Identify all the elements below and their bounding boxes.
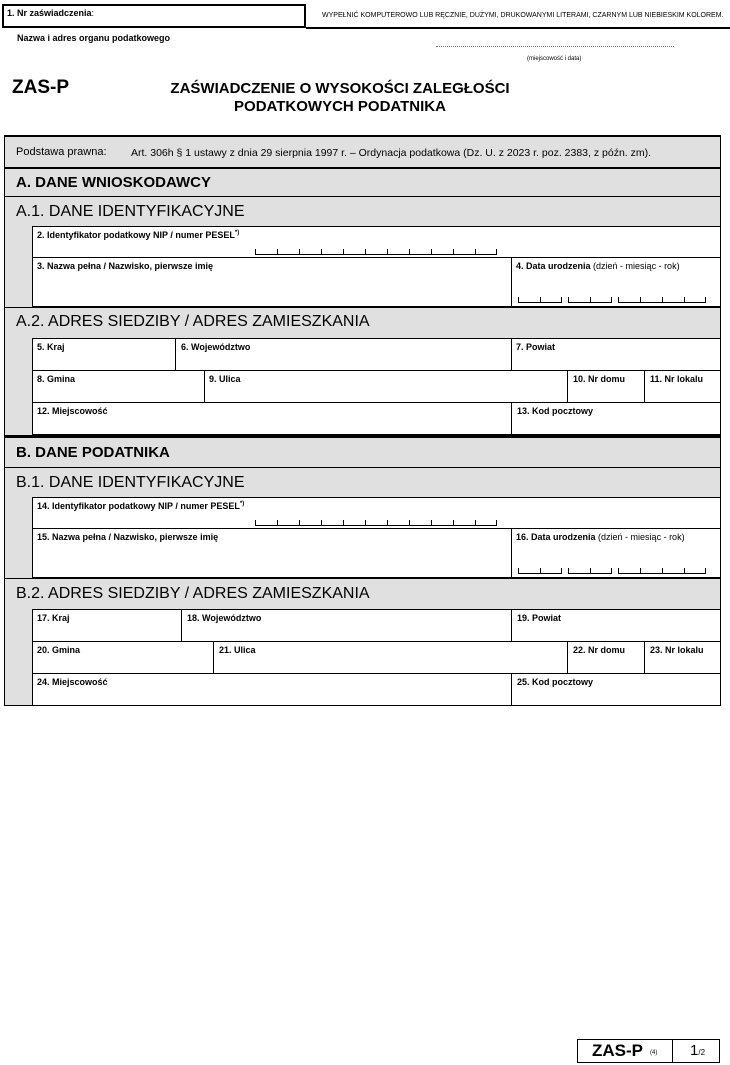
field-24-label: 24. Miejscowość	[37, 677, 108, 687]
field-3-full-name[interactable]	[32, 257, 512, 307]
field-2-label: 2. Identyfikator podatkowy NIP / numer PESEL*)	[37, 230, 240, 240]
birth-year-comb	[618, 568, 706, 574]
field-6-label: 6. Województwo	[181, 342, 251, 352]
section-b-divider	[4, 435, 721, 438]
field-23-apartment-number[interactable]	[644, 641, 721, 674]
header-rule	[306, 27, 730, 29]
field-21-street[interactable]	[213, 641, 568, 674]
legal-basis-top	[4, 135, 721, 137]
footer-version: (4)	[650, 1050, 658, 1056]
birth-year-comb	[618, 297, 706, 303]
legal-basis-text: Art. 306h § 1 ustawy z dnia 29 sierpnia 1997 r. – Ordynacja podatkowa (Dz. U. z 2023 r. poz. 2383, z późn. zm).	[131, 147, 652, 159]
field-20-municipality[interactable]	[32, 641, 214, 674]
fill-instruction: WYPEŁNIĆ KOMPUTEROWO LUB RĘCZNIE, DUŻYMI, DRUKOWANYMI LITERAMI, CZARNYM LUB NIEBIESKIM KOLOREM.	[322, 12, 724, 19]
page-title-line2: PODATKOWYCH PODATNIKA	[234, 98, 446, 115]
field-7-county[interactable]	[511, 338, 721, 371]
birth-month-comb	[568, 297, 612, 303]
field-4-label: 4. Data urodzenia (dzień - miesiąc - rok)	[516, 261, 680, 271]
footer-divider	[672, 1040, 673, 1062]
field-11-apartment-number[interactable]	[644, 370, 721, 403]
field-12-city[interactable]	[32, 402, 512, 435]
a2-divider	[4, 307, 721, 308]
b2-title: B.2. ADRES SIEDZIBY / ADRES ZAMIESZKANIA	[16, 585, 370, 602]
footer-page-number: 1/2	[690, 1042, 706, 1059]
field-17-label: 17. Kraj	[37, 613, 70, 623]
field-25-label: 25. Kod pocztowy	[517, 677, 594, 687]
field-18-voivodeship[interactable]	[181, 609, 512, 642]
field-8-label: 8. Gmina	[37, 374, 76, 384]
field-18-label: 18. Województwo	[187, 613, 262, 623]
field-9-street[interactable]	[204, 370, 568, 403]
field-3-label: 3. Nazwa pełna / Nazwisko, pierwsze imię	[37, 261, 214, 271]
section-a-title: A. DANE WNIOSKODAWCY	[16, 174, 211, 191]
birth-day-comb	[518, 297, 562, 303]
field-4-birth-date[interactable]	[511, 257, 721, 307]
field-11-label: 11. Nr lokalu	[650, 374, 704, 384]
field-19-label: 19. Powiat	[517, 613, 562, 623]
b1-title: B.1. DANE IDENTYFIKACYJNE	[16, 474, 245, 491]
field-6-voivodeship[interactable]	[175, 338, 512, 371]
field-14-label: 14. Identyfikator podatkowy NIP / numer PESEL*)	[37, 501, 245, 511]
field-13-postal-code[interactable]	[511, 402, 721, 435]
certificate-number-label: 1. Nr zaświadczenia:	[7, 8, 95, 18]
a2-title: A.2. ADRES SIEDZIBY / ADRES ZAMIESZKANIA	[16, 313, 370, 330]
field-10-label: 10. Nr domu	[573, 374, 626, 384]
field-16-label: 16. Data urodzenia (dzień - miesiąc - rok)	[516, 532, 685, 542]
section-a-divider	[4, 167, 721, 169]
field-2-nip-pesel[interactable]	[32, 226, 721, 258]
a1-title: A.1. DANE IDENTYFIKACYJNE	[16, 203, 245, 220]
field-12-label: 12. Miejscowość	[37, 406, 108, 416]
place-date-label: (miejscowość i data)	[527, 56, 582, 62]
b2-divider	[4, 578, 721, 579]
field-10-house-number[interactable]	[567, 370, 645, 403]
birth-day-comb	[518, 568, 562, 574]
nip-pesel-comb	[255, 249, 497, 255]
field-23-label: 23. Nr lokalu	[650, 645, 704, 655]
field-16-birth-date[interactable]	[511, 528, 721, 578]
field-5-country[interactable]	[32, 338, 176, 371]
place-date-dots[interactable]	[436, 46, 674, 47]
footer-form-code: ZAS-P	[592, 1041, 643, 1060]
field-22-house-number[interactable]	[567, 641, 645, 674]
birth-month-comb	[568, 568, 612, 574]
field-19-county[interactable]	[511, 609, 721, 642]
form-code: ZAS-P	[12, 77, 69, 98]
field-21-label: 21. Ulica	[219, 645, 256, 655]
legal-basis-label: Podstawa prawna:	[16, 146, 107, 158]
field-22-label: 22. Nr domu	[573, 645, 626, 655]
section-b-title: B. DANE PODATNIKA	[16, 444, 170, 461]
field-8-municipality[interactable]	[32, 370, 205, 403]
field-24-city[interactable]	[32, 673, 512, 706]
field-20-label: 20. Gmina	[37, 645, 81, 655]
field-13-label: 13. Kod pocztowy	[517, 406, 594, 416]
field-7-label: 7. Powiat	[516, 342, 556, 352]
nip-pesel-comb	[255, 520, 497, 526]
tax-authority-label: Nazwa i adres organu podatkowego	[17, 33, 171, 43]
certificate-number-field[interactable]	[2, 4, 306, 28]
field-25-postal-code[interactable]	[511, 673, 721, 706]
field-15-full-name[interactable]	[32, 528, 512, 578]
field-17-country[interactable]	[32, 609, 182, 642]
b1-divider	[4, 467, 721, 468]
field-15-label: 15. Nazwa pełna / Nazwisko, pierwsze imię	[37, 532, 219, 542]
page-title-line1: ZAŚWIADCZENIE O WYSOKOŚCI ZALEGŁOŚCI	[170, 80, 510, 97]
field-5-label: 5. Kraj	[37, 342, 65, 352]
footer-form-box	[577, 1039, 720, 1063]
a1-divider	[4, 196, 721, 197]
field-14-nip-pesel[interactable]	[32, 497, 721, 529]
field-9-label: 9. Ulica	[209, 374, 241, 384]
